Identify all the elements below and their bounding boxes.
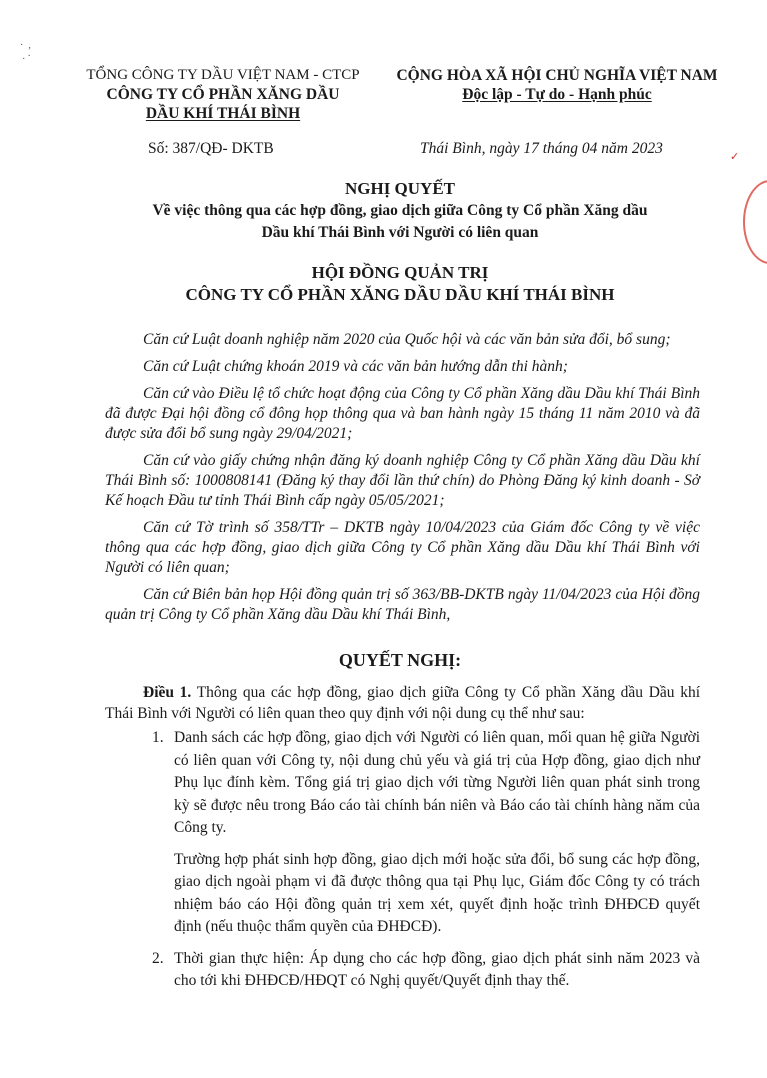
document-date: Thái Bình, ngày 17 tháng 04 năm 2023 — [420, 140, 663, 157]
document-number: Số: 387/QĐ- DKTB — [148, 140, 274, 157]
header-national — [372, 66, 742, 104]
decision-heading: QUYẾT NGHỊ: — [338, 650, 462, 670]
list-item — [152, 948, 700, 993]
issuing-body — [90, 262, 710, 306]
item-number: 1. — [152, 729, 164, 746]
basis-paragraph: Căn cứ Tờ trình số 358/TTr – DKTB ngày 10/04/2023 của Giám đốc Công ty về việc thông qua các hợp đồng, giao dịch giữa Công ty Cổ phần Xăng dầu Dầu khí Thái Bình với Người có liên quan; — [105, 519, 700, 576]
legal-basis — [105, 330, 700, 632]
company-name-cont: DẦU KHÍ THÁI BÌNH — [145, 105, 301, 122]
national-title: CỘNG HÒA XÃ HỘI CHỦ NGHĨA VIỆT NAM — [396, 67, 718, 84]
basis-paragraph: Căn cứ vào Điều lệ tổ chức hoạt động của Công ty Cổ phần Xăng dầu Dầu khí Thái Bình đã được Đại hội đồng cổ đông họp thông qua và ban hành ngày 15 tháng 11 năm 2010 và đã được sửa đổi bổ sung ngày 29/04/2021; — [105, 385, 700, 442]
scan-specks: · , . · — [20, 40, 31, 62]
article-1-intro — [105, 682, 700, 724]
parent-company: TỔNG CÔNG TY DẦU VIỆT NAM - CTCP — [86, 67, 360, 83]
article-items — [152, 727, 700, 1002]
title-main: NGHỊ QUYẾT — [344, 179, 456, 198]
item-paragraph: Danh sách các hợp đồng, giao dịch với Người có liên quan, mối quan hệ giữa Người có liên quan với Công ty, nội dung chủ yếu và giá trị của Hợp đồng, giao dịch như Phụ lục đính kèm. Tổng giá trị giao dịch với từng Người liên quan phát sinh trong kỳ sẽ được nêu trong Báo cáo tài chính bán niên và Báo cáo tài chính hàng năm của Công ty. — [174, 729, 700, 836]
header-organization — [78, 66, 368, 123]
red-seal-edge — [743, 180, 767, 264]
red-tick-mark: ✓ — [730, 151, 740, 163]
item-paragraph: Thời gian thực hiện: Áp dụng cho các hợp đồng, giao dịch phát sinh năm 2023 và cho tới khi ĐHĐCĐ/HĐQT có Nghị quyết/Quyết định thay thế. — [174, 949, 700, 989]
basis-paragraph: Căn cứ Biên bản họp Hội đồng quản trị số 363/BB-DKTB ngày 11/04/2023 của Hội đồng quản trị Công ty Cổ phần Xăng dầu Dầu khí Thái Bình, — [105, 586, 700, 623]
national-motto: Độc lập - Tự do - Hạnh phúc — [462, 86, 652, 103]
basis-paragraph: Căn cứ Luật doanh nghiệp năm 2020 của Quốc hội và các văn bản sửa đổi, bổ sung; — [143, 331, 671, 348]
company-name: CÔNG TY CỔ PHẦN XĂNG DẦU — [106, 86, 340, 103]
article-text: Thông qua các hợp đồng, giao dịch giữa Công ty Cổ phần Xăng dầu Dầu khí Thái Bình với Người có liên quan theo quy định với nội dung cụ thể như sau: — [105, 684, 701, 722]
basis-paragraph: Căn cứ Luật chứng khoán 2019 và các văn bản hướng dẫn thi hành; — [143, 358, 568, 375]
list-item — [152, 727, 700, 939]
item-number: 2. — [152, 949, 164, 967]
title-sub-2: Dầu khí Thái Bình với Người có liên quan — [261, 224, 539, 241]
article-label: Điều 1. — [143, 684, 192, 701]
article-1 — [105, 682, 700, 724]
council-line-1: HỘI ĐỒNG QUẢN TRỊ — [311, 263, 489, 282]
council-line-2: CÔNG TY CỔ PHẦN XĂNG DẦU DẦU KHÍ THÁI BÌNH — [185, 285, 615, 304]
basis-paragraph: Căn cứ vào giấy chứng nhận đăng ký doanh nghiệp Công ty Cổ phần Xăng dầu Dầu khí Thái Bình số: 1000808141 (Đăng ký thay đổi lần thứ chín) do Phòng Đăng ký kinh doanh - Sở Kế hoạch Đầu tư tỉnh Thái Bình cấp ngày 05/05/2021; — [105, 452, 700, 509]
item-paragraph: Trường hợp phát sinh hợp đồng, giao dịch mới hoặc sửa đổi, bổ sung các hợp đồng, giao dịch ngoài phạm vi đã được thông qua tại Phụ lục, Giám đốc Công ty có trách nhiệm báo cáo Hội đồng quản trị xem xét, quyết định hoặc trình ĐHĐCĐ quyết định (nếu thuộc thẩm quyền của ĐHĐCĐ). — [174, 850, 700, 935]
title-sub-1: Về việc thông qua các hợp đồng, giao dịch giữa Công ty Cổ phần Xăng dầu — [152, 202, 648, 219]
resolution-title — [90, 178, 710, 244]
